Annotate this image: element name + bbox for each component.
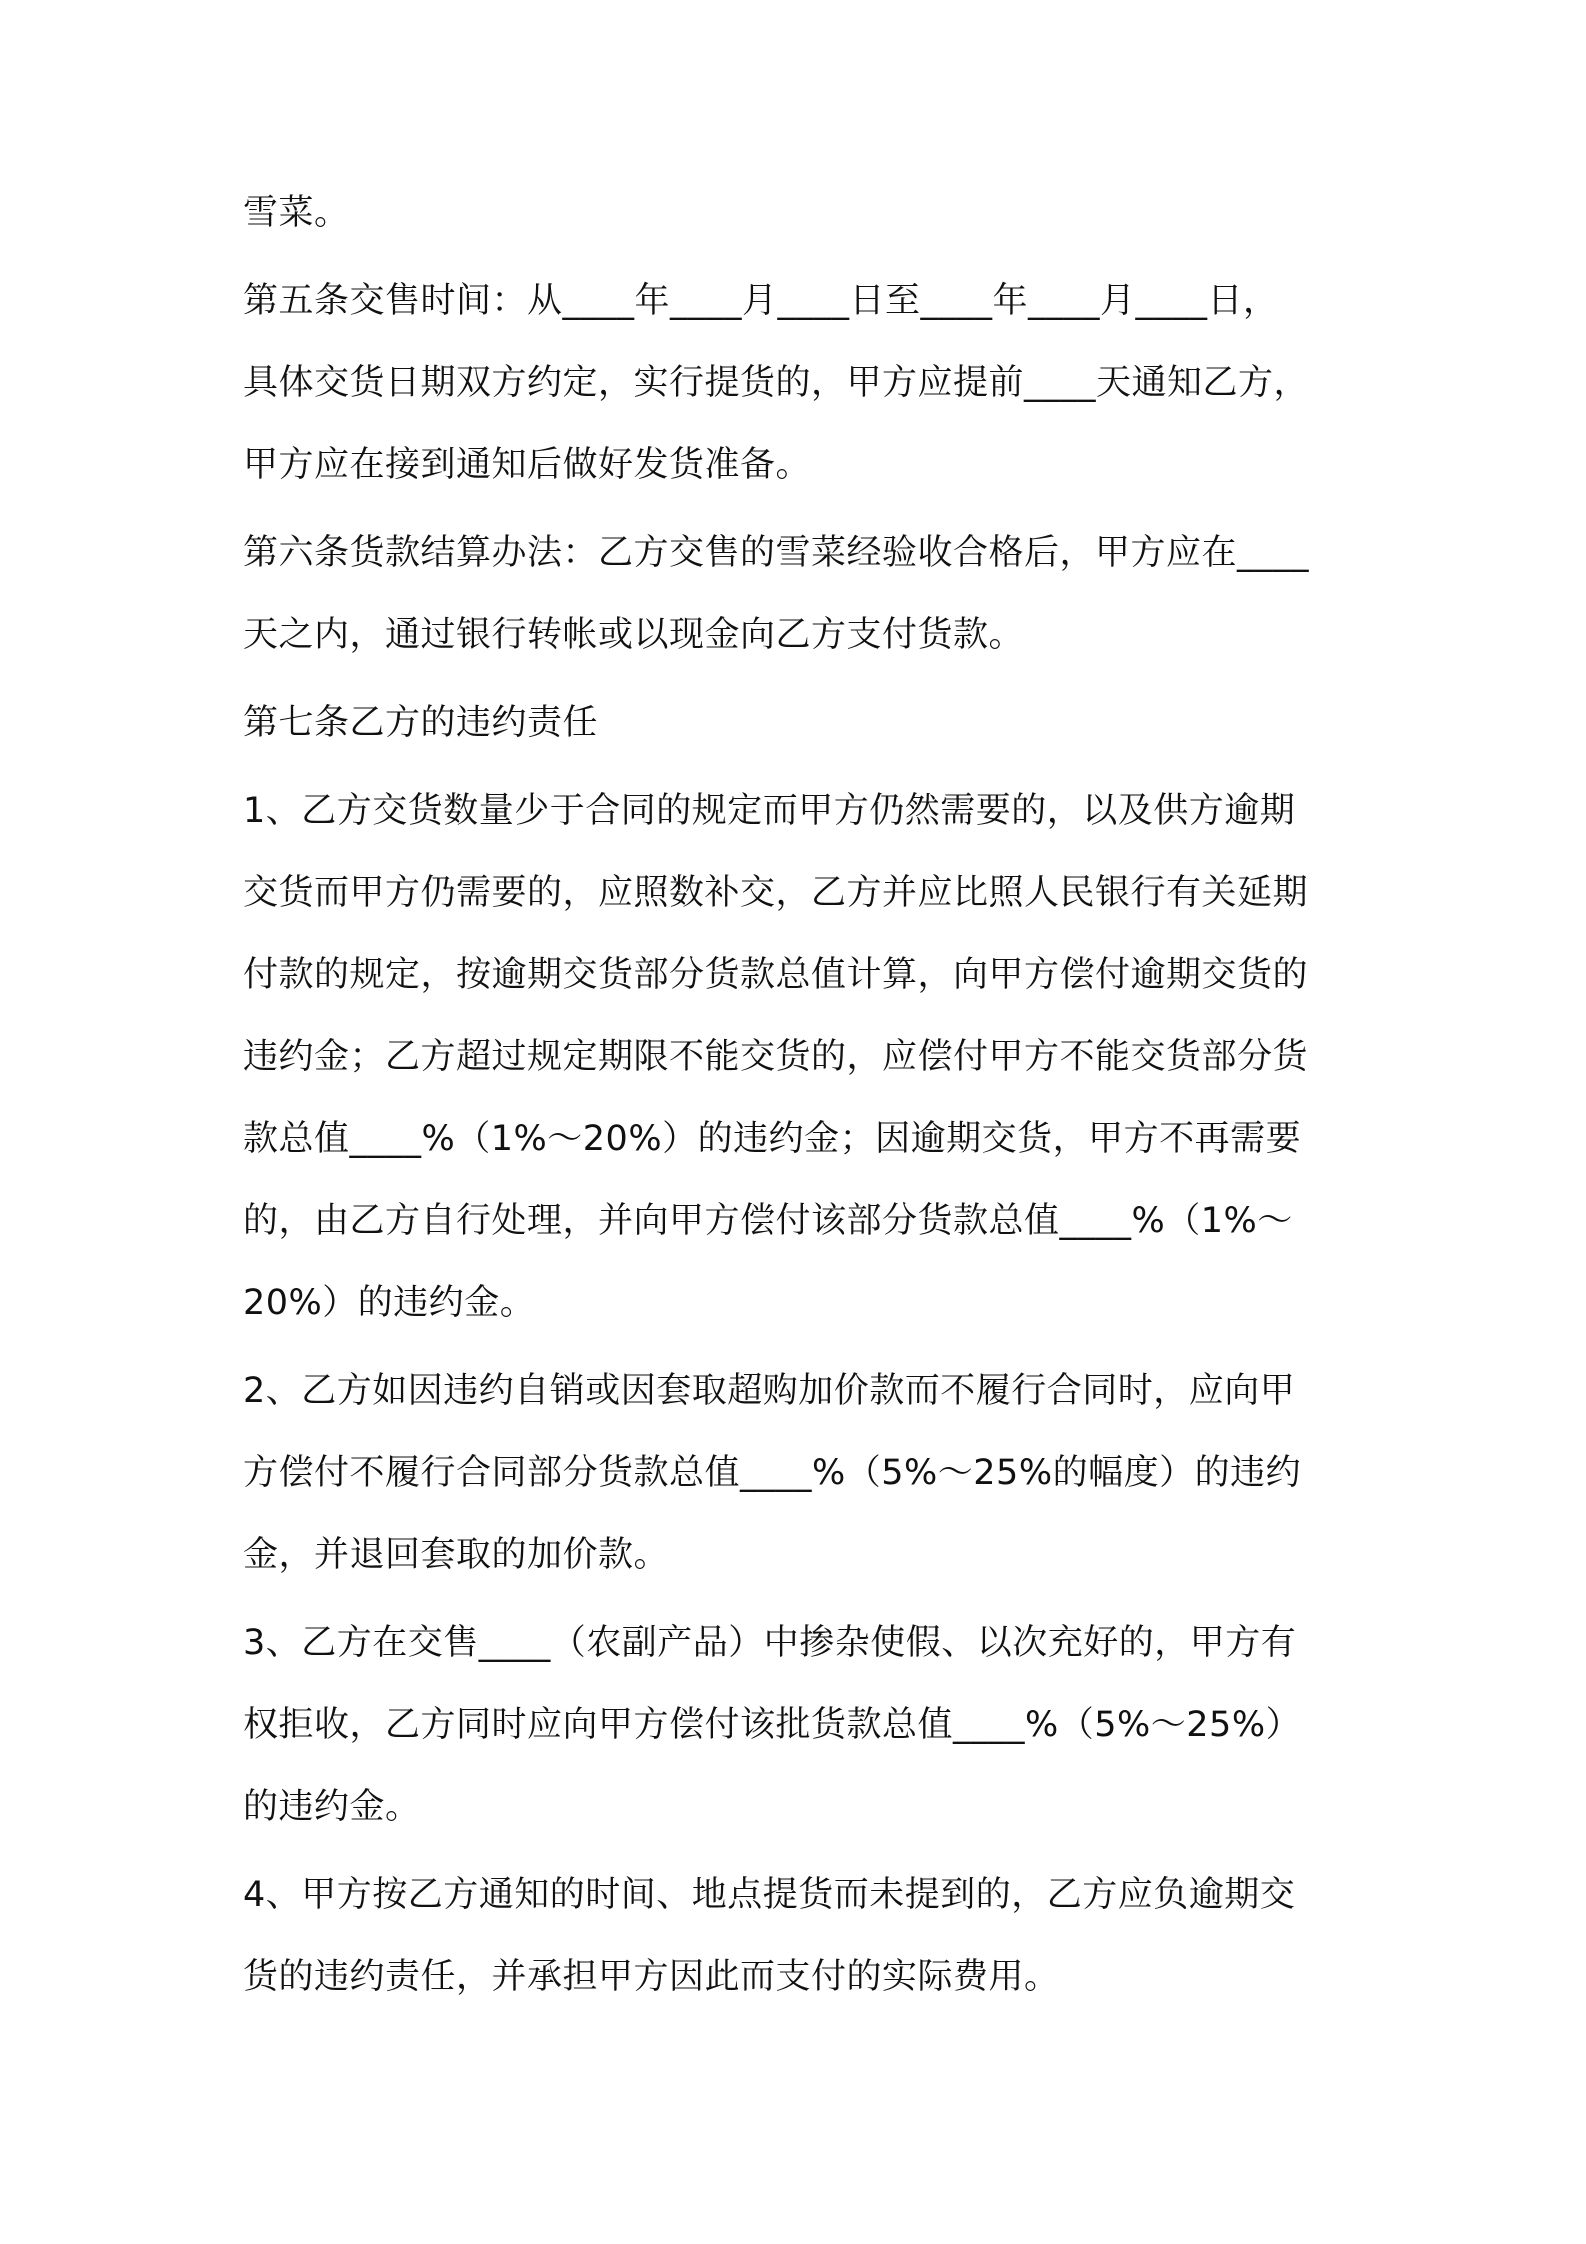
- text-line: 交货而甲方仍需要的，应照数补交，乙方并应比照人民银行有关延期: [243, 873, 1309, 913]
- text-line: 的违约金。: [243, 1787, 421, 1827]
- text-line: 金，并退回套取的加价款。: [243, 1535, 670, 1575]
- paragraph-article-5: [243, 260, 1358, 506]
- text-line: 的，由乙方自行处理，并向甲方偿付该部分货款总值____%（1%～: [243, 1201, 1293, 1241]
- text-line: 2、乙方如因违约自销或因套取超购加价款而不履行合同时，应向甲: [243, 1371, 1296, 1411]
- text-line: 20%）的违约金。: [243, 1283, 536, 1323]
- document-page: [243, 172, 1358, 2024]
- text-line: 货的违约责任，并承担甲方因此而支付的实际费用。: [243, 1957, 1060, 1997]
- paragraph-clause-4: [243, 1854, 1358, 2018]
- paragraph-article-7-heading: [243, 682, 1358, 764]
- text-line: 第七条乙方的违约责任: [243, 703, 599, 743]
- text-line: 款总值____%（1%～20%）的违约金；因逾期交货，甲方不再需要: [243, 1119, 1302, 1159]
- text-line: 1、乙方交货数量少于合同的规定而甲方仍然需要的，以及供方逾期: [243, 791, 1296, 831]
- text-line: 付款的规定，按逾期交货部分货款总值计算，向甲方偿付逾期交货的: [243, 955, 1309, 995]
- paragraph-article-6: [243, 512, 1358, 676]
- paragraph-clause-2: [243, 1350, 1358, 1596]
- text-line: 第五条交售时间：从____年____月____日至____年____月____日，: [243, 281, 1279, 321]
- text-line: 具体交货日期双方约定，实行提货的，甲方应提前____天通知乙方，: [243, 363, 1310, 403]
- paragraph-continuation: [243, 172, 1358, 254]
- text-line: 天之内，通过银行转帐或以现金向乙方支付货款。: [243, 615, 1025, 655]
- text-line: 第六条货款结算办法：乙方交售的雪菜经验收合格后，甲方应在____: [243, 533, 1310, 573]
- text-line: 4、甲方按乙方通知的时间、地点提货而未提到的，乙方应负逾期交: [243, 1875, 1296, 1915]
- text-line: 违约金；乙方超过规定期限不能交货的，应偿付甲方不能交货部分货: [243, 1037, 1309, 1077]
- text-line: 3、乙方在交售____（农副产品）中掺杂使假、以次充好的，甲方有: [243, 1623, 1297, 1663]
- paragraph-clause-3: [243, 1602, 1358, 1848]
- text-line: 甲方应在接到通知后做好发货准备。: [243, 445, 812, 485]
- text-line: 权拒收，乙方同时应向甲方偿付该批货款总值____%（5%～25%）: [243, 1705, 1302, 1745]
- text-line: 方偿付不履行合同部分货款总值____%（5%～25%的幅度）的违约: [243, 1453, 1302, 1493]
- text-line: 雪菜。: [243, 193, 350, 233]
- paragraph-clause-1: [243, 770, 1358, 1344]
